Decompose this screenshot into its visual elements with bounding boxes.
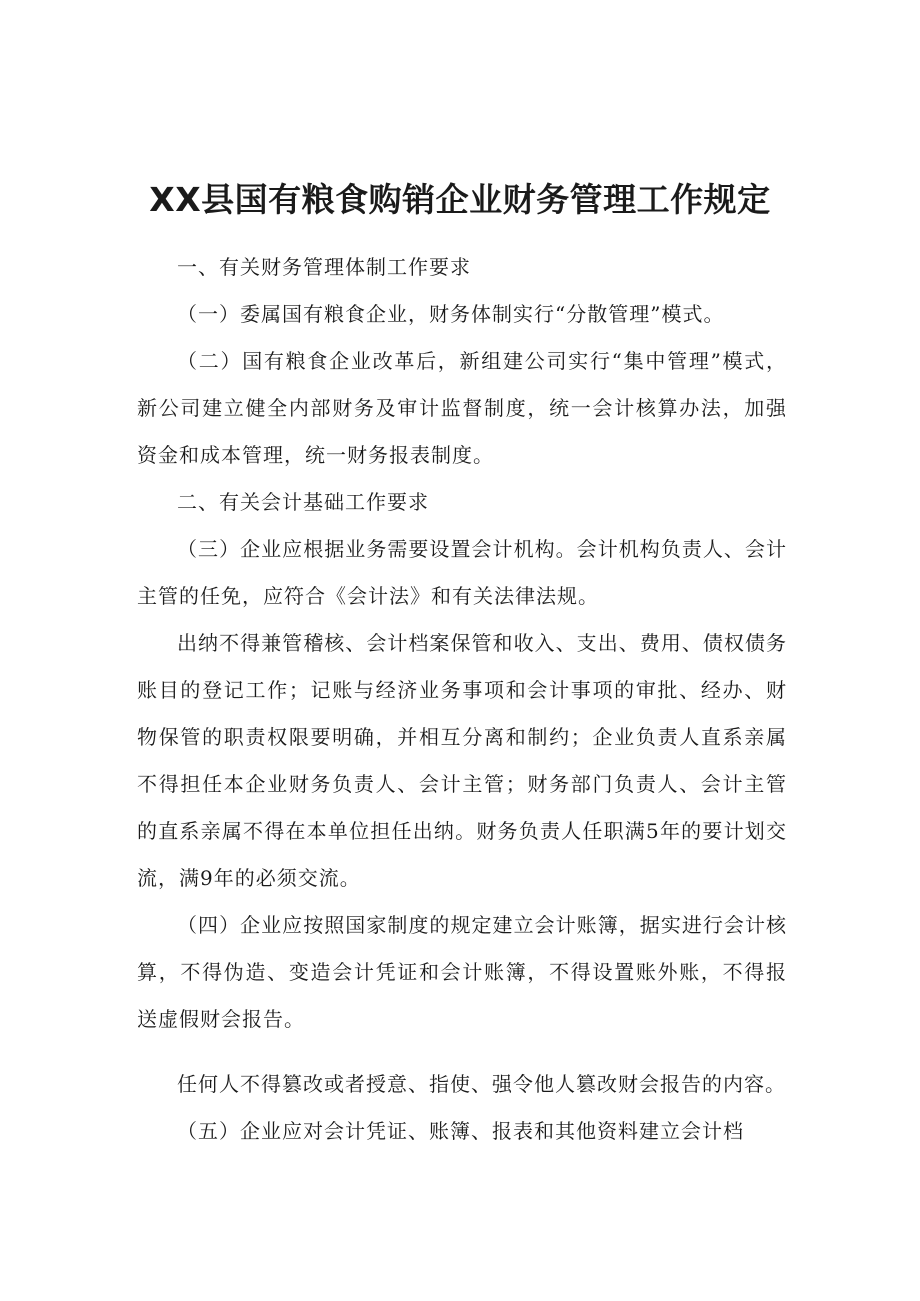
paragraph-2: （二）国有粮食企业改革后，新组建公司实行“集中管理”模式，新公司建立健全内部财务及审计监督制度，统一会计核算办法，加强资金和成本管理，统一财务报表制度。 [137, 349, 787, 467]
paragraph-5: （四）企业应按照国家制度的规定建立会计账簿，据实进行会计核算，不得伪造、变造会计凭证和会计账簿，不得设置账外账，不得报送虚假财会报告。 [137, 913, 787, 1031]
paragraph-6: 任何人不得篡改或者授意、指使、强令他人篡改财会报告的内容。 [177, 1072, 786, 1096]
paragraph-1: （一）委属国有粮食企业，财务体制实行“分散管理”模式。 [177, 302, 725, 326]
document-title: XX县国有粮食购销企业财务管理工作规定 [149, 180, 771, 219]
section-heading-2: 二、有关会计基础工作要求 [177, 490, 429, 514]
paragraph-4: 出纳不得兼管稽核、会计档案保管和收入、支出、费用、债权债务账目的登记工作；记账与经济业务事项和会计事项的审批、经办、财物保管的职责权限要明确，并相互分离和制约；企业负责人直系亲属不得担任本企业财务负责人、会计主管；财务部门负责人、会计主管的直系亲属不得在本单位担任出纳。财务负责人任职满5年的要计划交流，满9年的必须交流。 [137, 631, 787, 890]
section-heading-1: 一、有关财务管理体制工作要求 [177, 255, 471, 279]
document-body [137, 244, 787, 1155]
paragraph-3: （三）企业应根据业务需要设置会计机构。会计机构负责人、会计主管的任免，应符合《会计法》和有关法律法规。 [137, 537, 787, 608]
paragraph-7: （五）企业应对会计凭证、账簿、报表和其他资料建立会计档 [177, 1119, 744, 1143]
